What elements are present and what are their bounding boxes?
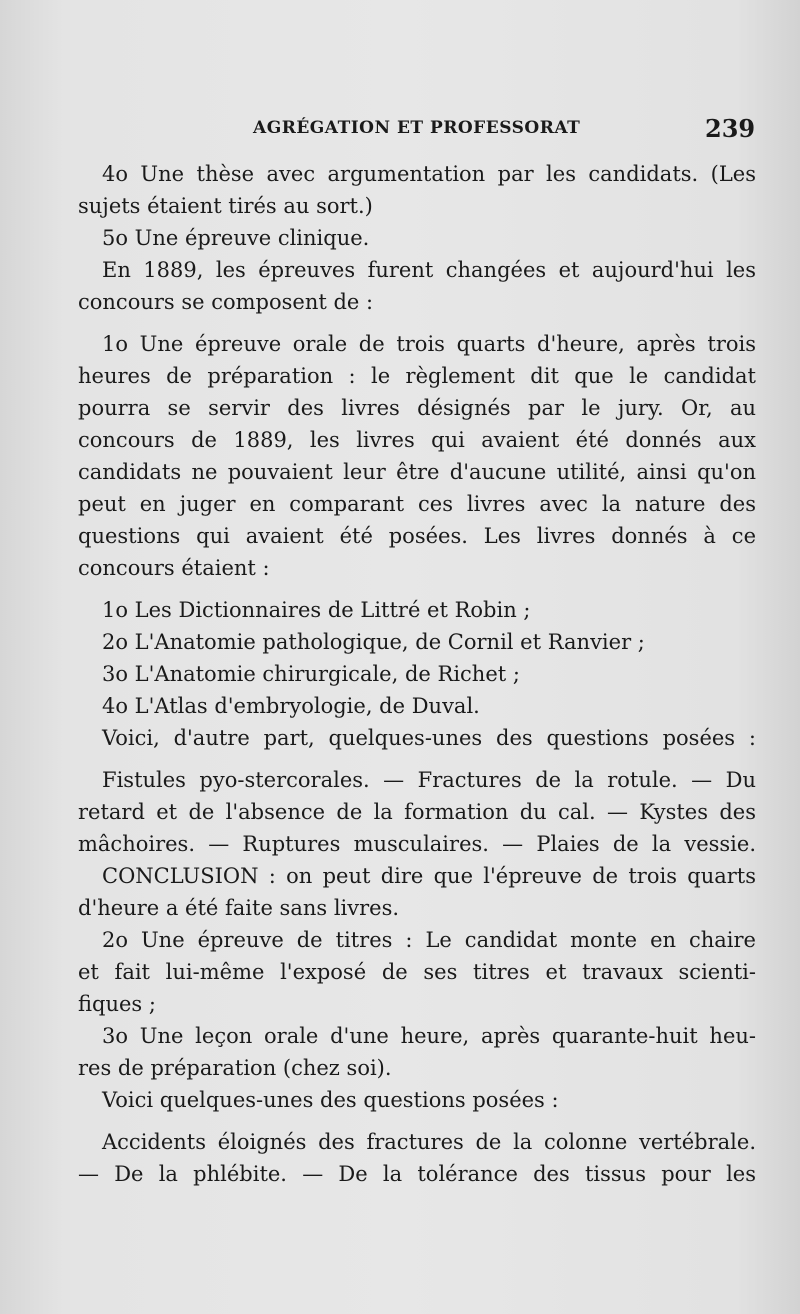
text-line: retard et de l'absence de la formation du cal. — Kystes des (78, 800, 756, 824)
text-line: heures de préparation : le règlement dit que le candidat (78, 364, 756, 388)
text-line: fiques ; (78, 992, 156, 1016)
text-line: 3o L'Anatomie chirurgicale, de Richet ; (102, 662, 520, 686)
text-line: Accidents éloignés des fractures de la colonne vertébrale. (102, 1130, 756, 1154)
text-line: sujets étaient tirés au sort.) (78, 194, 373, 218)
text-line: Voici quelques-unes des questions posées : (102, 1088, 559, 1112)
text-line: CONCLUSION : on peut dire que l'épreuve de trois quarts (102, 864, 756, 888)
text-line: 5o Une épreuve clinique. (102, 226, 370, 250)
text-line: 4o Une thèse avec argumentation par les candidats. (Les (102, 162, 756, 186)
text-line: pourra se servir des livres désignés par le jury. Or, au (78, 396, 756, 420)
page-header (0, 114, 800, 144)
text-line: et fait lui-même l'exposé de ses titres et travaux scienti- (78, 960, 756, 984)
text-line: mâchoires. — Ruptures musculaires. — Plaies de la vessie. (78, 832, 756, 856)
text-line: questions qui avaient été posées. Les livres donnés à ce (78, 524, 756, 548)
running-title: AGRÉGATION ET PROFESSORAT (253, 118, 581, 138)
text-line: 2o Une épreuve de titres : Le candidat monte en chaire (102, 928, 756, 952)
text-line: 1o Les Dictionnaires de Littré et Robin ; (102, 598, 531, 622)
text-line: concours de 1889, les livres qui avaient été donnés aux (78, 428, 756, 452)
page-number: 239 (705, 114, 756, 143)
text-line: concours se composent de : (78, 290, 374, 314)
text-line: En 1889, les épreuves furent changées et aujourd'hui les (102, 258, 756, 282)
text-line: 3o Une leçon orale d'une heure, après quarante-huit heu- (102, 1024, 756, 1048)
text-line: candidats ne pouvaient leur être d'aucune utilité, ainsi qu'on (78, 460, 756, 484)
text-line: Fistules pyo-stercorales. — Fractures de la rotule. — Du (102, 768, 756, 792)
text-line: — De la phlébite. — De la tolérance des tissus pour les (78, 1162, 756, 1186)
body-text (78, 158, 756, 1190)
text-line: Voici, d'autre part, quelques-unes des questions posées : (102, 726, 756, 750)
text-line: 1o Une épreuve orale de trois quarts d'heure, après trois (102, 332, 756, 356)
text-line: concours étaient : (78, 556, 270, 580)
text-line: peut en juger en comparant ces livres avec la nature des (78, 492, 756, 516)
text-line: d'heure a été faite sans livres. (78, 896, 400, 920)
text-line: 4o L'Atlas d'embryologie, de Duval. (102, 694, 480, 718)
text-line: 2o L'Anatomie pathologique, de Cornil et Ranvier ; (102, 630, 645, 654)
text-line: res de préparation (chez soi). (78, 1056, 392, 1080)
